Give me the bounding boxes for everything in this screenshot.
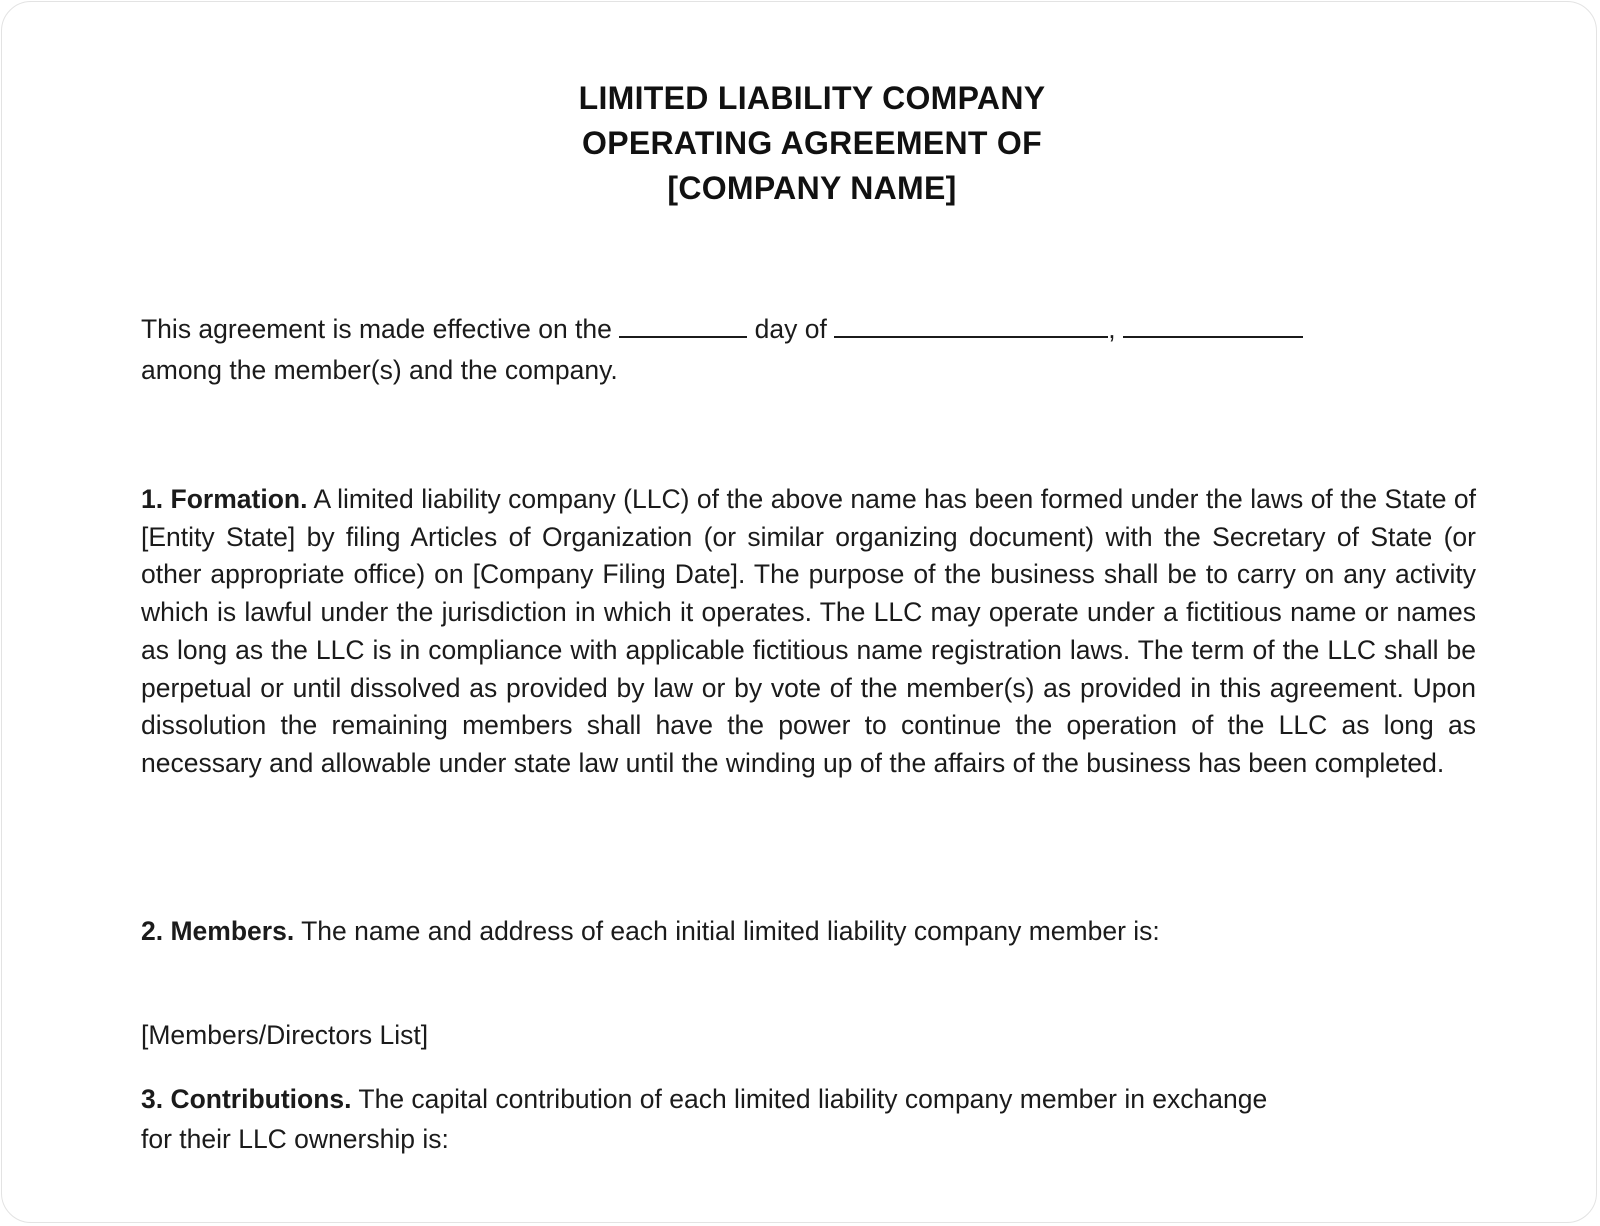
section-contributions	[141, 1079, 1476, 1159]
section-members	[141, 911, 1476, 951]
effective-year-blank[interactable]	[1123, 310, 1303, 338]
intro-text-before: This agreement is made effective on the	[141, 314, 612, 344]
section-formation	[141, 481, 1476, 783]
document-page	[1, 1, 1597, 1223]
intro-paragraph	[141, 309, 1476, 391]
formation-label: 1. Formation.	[141, 484, 308, 514]
title-line-1: LIMITED LIABILITY COMPANY	[578, 80, 1046, 116]
effective-month-blank[interactable]	[834, 310, 1108, 338]
title-line-3: [COMPANY NAME]	[667, 170, 957, 206]
contributions-text-line-2: for their LLC ownership is:	[141, 1124, 449, 1154]
formation-text: A limited liability company (LLC) of the above name has been formed under the laws of the State of [Entity State] by filing Articles of Organization (or similar organizing document) with the Secretary of State (or other appropriate office) on [Company Filing Date]. The purpose of the business shall be to carry on any activity which is lawful under the jurisdiction in which it operates. The LLC may operate under a fictitious name or names as long as the LLC is in compliance with applicable fictitious name registration laws. The term of the LLC shall be perpetual or until dissolved as provided by law or by vote of the member(s) as provided in this agreement. Upon dissolution the remaining members shall have the power to continue the operation of the LLC as long as necessary and allowable under state law until the winding up of the affairs of the business has been completed.	[141, 484, 1476, 778]
intro-comma: ,	[1108, 314, 1116, 344]
title-line-2: OPERATING AGREEMENT OF	[582, 125, 1042, 161]
effective-day-blank[interactable]	[619, 310, 747, 338]
intro-day-of: day of	[754, 314, 827, 344]
contributions-text-line-1: The capital contribution of each limited liability company member in exchange	[358, 1084, 1268, 1114]
members-text: The name and address of each initial limited liability company member is:	[301, 916, 1160, 946]
members-label: 2. Members.	[141, 916, 295, 946]
contributions-label: 3. Contributions.	[141, 1084, 352, 1114]
document-title	[2, 76, 1600, 211]
intro-line-2: among the member(s) and the company.	[141, 355, 618, 385]
members-list-placeholder: [Members/Directors List]	[141, 1020, 429, 1050]
